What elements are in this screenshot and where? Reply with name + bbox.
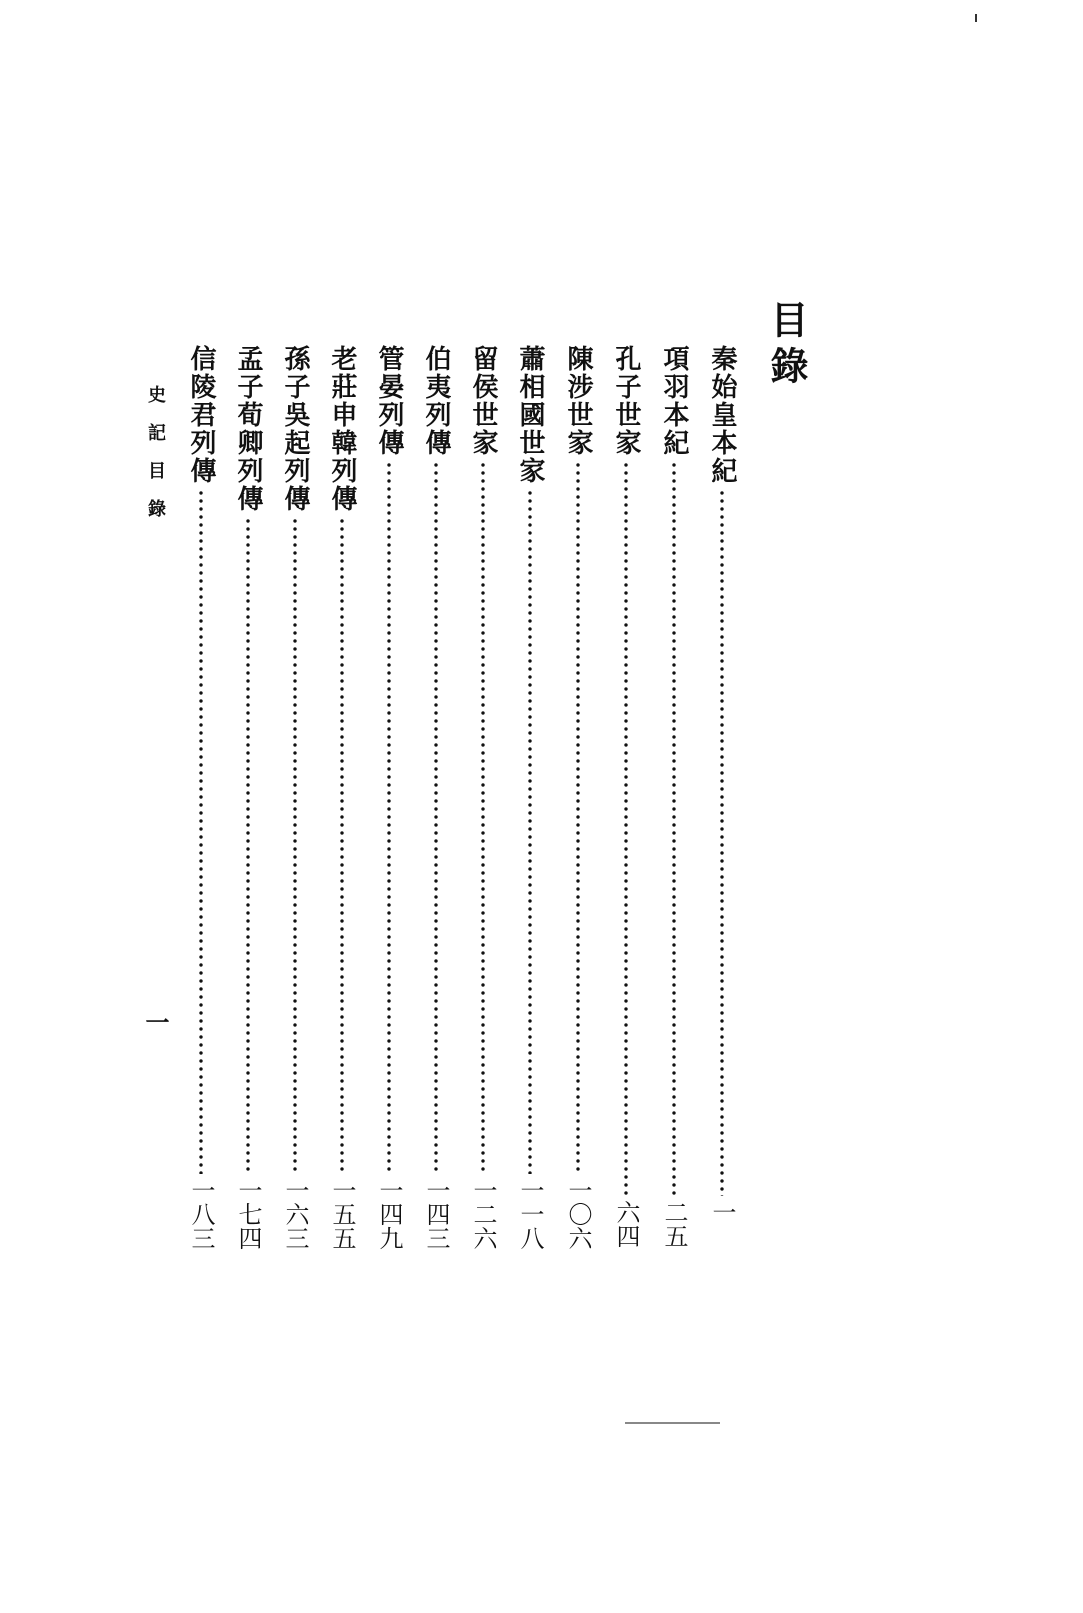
toc-entry [465,345,501,1250]
toc-entry-title: 項羽本紀 [659,345,689,457]
toc-entry-page: 一六三 [281,1178,309,1250]
toc-entry-title: 孟子荀卿列傳 [233,345,263,513]
toc-entry-title: 管晏列傳 [374,345,404,457]
leader-dots [575,461,581,1174]
toc-entry [418,345,454,1250]
leader-dots [339,517,345,1174]
toc-entry [324,345,360,1250]
leader-dots [719,489,725,1196]
toc-entry-title: 孔子世家 [611,345,641,457]
toc-entry-page: 一 [708,1200,736,1224]
toc-entry-title: 伯夷列傳 [421,345,451,457]
leader-dots [623,461,629,1196]
leader-dots [198,489,204,1174]
toc-entry [608,345,644,1250]
leader-dots [671,461,677,1196]
toc-entry [230,345,266,1250]
toc-entry-page: 一五五 [328,1178,356,1250]
toc-entry-title: 蕭相國世家 [515,345,545,485]
toc-entry [277,345,313,1250]
toc-entry-title: 老莊申韓列傳 [327,345,357,513]
toc-entry-title: 秦始皇本紀 [707,345,737,485]
toc-entry [512,345,548,1250]
toc-entry-title: 陳涉世家 [563,345,593,457]
toc-entry-page: 六四 [612,1200,640,1248]
toc-entry [656,345,692,1250]
leader-dots [386,461,392,1174]
scan-speck [625,1422,720,1424]
toc-entry-page: 一二六 [469,1178,497,1250]
toc-entry-title: 孫子吳起列傳 [280,345,310,513]
toc-entry-title: 信陵君列傳 [186,345,216,485]
toc-entry [183,345,219,1250]
toc-entry-page: 一〇六 [564,1178,592,1250]
leader-dots [245,517,251,1174]
running-header: 史記目錄 [145,385,166,537]
toc-heading: 目錄 [764,300,809,392]
toc-entry-page: 一四三 [422,1178,450,1250]
toc-entry-title: 留侯世家 [468,345,498,457]
leader-dots [480,461,486,1174]
toc-entry [371,345,407,1250]
toc-entry [704,345,740,1250]
toc-entry-page: 一四九 [375,1178,403,1250]
leader-dots [433,461,439,1174]
toc-entry-page: 一一八 [516,1178,544,1250]
toc-entry-page: 二五 [660,1200,688,1248]
scan-speck [975,14,977,22]
page-number: 一 [141,1010,170,1034]
toc-entry [560,345,596,1250]
leader-dots [527,489,533,1174]
toc-entry-page: 一七四 [234,1178,262,1250]
leader-dots [292,517,298,1174]
toc-entry-page: 一八三 [187,1178,215,1250]
